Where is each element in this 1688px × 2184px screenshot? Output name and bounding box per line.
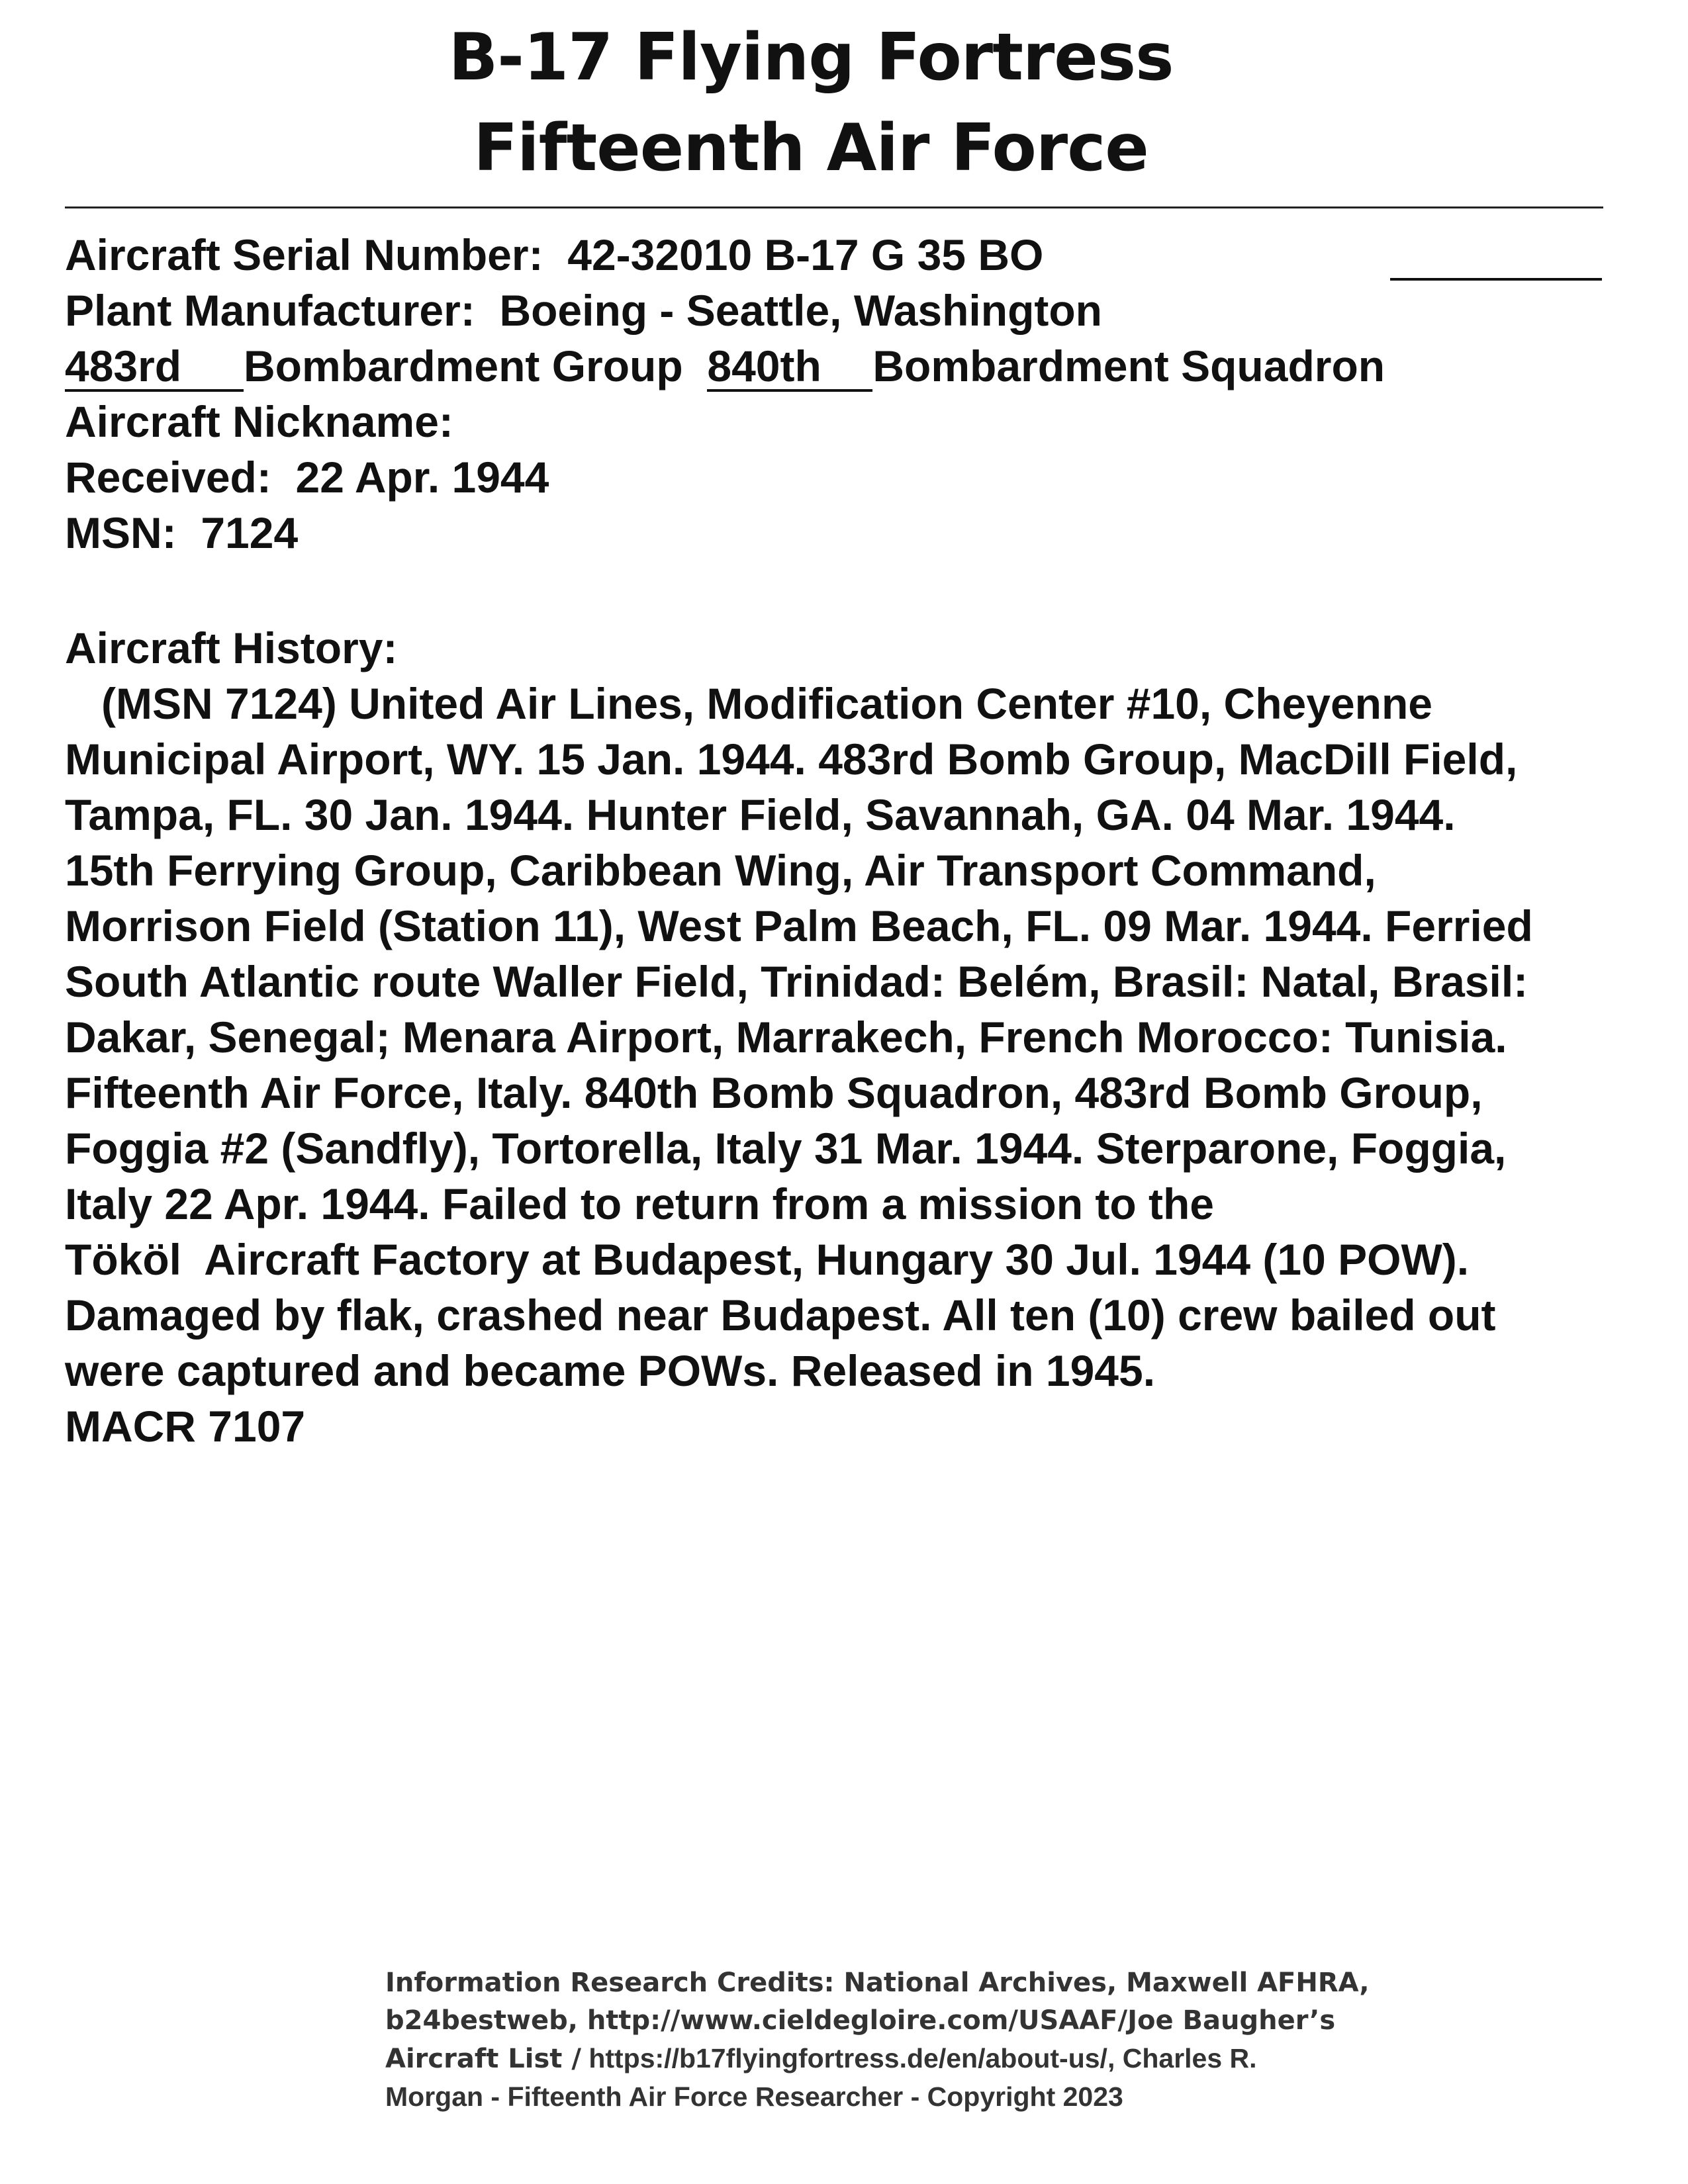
credits-line <box>385 2040 1365 2078</box>
credits-line: Information Research Credits: National Archives, Maxwell AFHRA, <box>385 1968 1370 1998</box>
received-label: Received: <box>65 453 271 502</box>
nickname-label: Aircraft Nickname: <box>65 397 453 446</box>
history-line: Dakar, Senegal; Menara Airport, Marrakech, French Morocco: Tunisia. <box>65 1013 1507 1062</box>
serial-number-row <box>65 230 1044 279</box>
research-credits <box>385 1964 1370 2116</box>
history-line: 15th Ferrying Group, Caribbean Wing, Air Transport Command, <box>65 846 1376 895</box>
msn-label: MSN: <box>65 508 177 557</box>
msn-row <box>65 508 299 557</box>
credits-line-part: https://b17flyingfortress.de/en/about-us/, Charles R. <box>581 2043 1257 2073</box>
page-title-line2: Fifteenth Air Force <box>473 111 1149 186</box>
credits-line-part: Aircraft List / <box>385 2044 581 2074</box>
msn-value: 7124 <box>201 508 299 557</box>
page-title-line1: B-17 Flying Fortress <box>448 20 1174 95</box>
manufacturer-label: Plant Manufacturer: <box>65 286 475 335</box>
history-line: Municipal Airport, WY. 15 Jan. 1944. 483rd Bomb Group, MacDill Field, <box>65 735 1518 784</box>
group-squadron-row <box>65 341 1385 392</box>
manufacturer-value: Boeing - Seattle, Washington <box>499 286 1102 335</box>
group-value: 483rd <box>65 344 244 392</box>
credits-line: Morgan - Fifteenth Air Force Researcher - Copyright 2023 <box>385 2081 1123 2112</box>
history-line: Tököl Aircraft Factory at Budapest, Hungary 30 Jul. 1944 (10 POW). <box>65 1235 1470 1284</box>
history-line: were captured and became POWs. Released in 1945. <box>65 1346 1156 1395</box>
macr-number: MACR 7107 <box>65 1402 306 1451</box>
serial-value: 42-32010 B-17 G 35 BO <box>567 230 1044 279</box>
history-line: South Atlantic route Waller Field, Trinidad: Belém, Brasil: Natal, Brasil: <box>65 957 1528 1006</box>
history-line: Fifteenth Air Force, Italy. 840th Bomb Squadron, 483rd Bomb Group, <box>65 1068 1483 1117</box>
history-line: Morrison Field (Station 11), West Palm Beach, FL. 09 Mar. 1944. Ferried <box>65 901 1533 950</box>
squadron-value: 840th <box>707 344 872 392</box>
history-line: Foggia #2 (Sandfly), Tortorella, Italy 31 Mar. 1944. Sterparone, Foggia, <box>65 1124 1507 1173</box>
history-heading: Aircraft History: <box>65 623 398 672</box>
history-line: Italy 22 Apr. 1944. Failed to return from a mission to the <box>65 1179 1215 1228</box>
history-line: Damaged by flak, crashed near Budapest. All ten (10) crew bailed out <box>65 1291 1496 1340</box>
history-line: Tampa, FL. 30 Jan. 1944. Hunter Field, Savannah, GA. 04 Mar. 1944. <box>65 790 1456 839</box>
manufacturer-row <box>65 286 1102 335</box>
credits-line: b24bestweb, http://www.cieldegloire.com/USAAF/Joe Baugher’s <box>385 2005 1336 2036</box>
serial-label: Aircraft Serial Number: <box>65 230 543 279</box>
history-line: (MSN 7124) United Air Lines, Modification Center #10, Cheyenne <box>65 679 1432 728</box>
received-row <box>65 453 549 502</box>
blank-line <box>1390 278 1602 281</box>
nickname-row <box>65 397 453 446</box>
title-divider <box>65 206 1603 208</box>
group-label: Bombardment Group <box>244 341 683 390</box>
squadron-label: Bombardment Squadron <box>872 341 1385 390</box>
received-value: 22 Apr. 1944 <box>295 453 549 502</box>
